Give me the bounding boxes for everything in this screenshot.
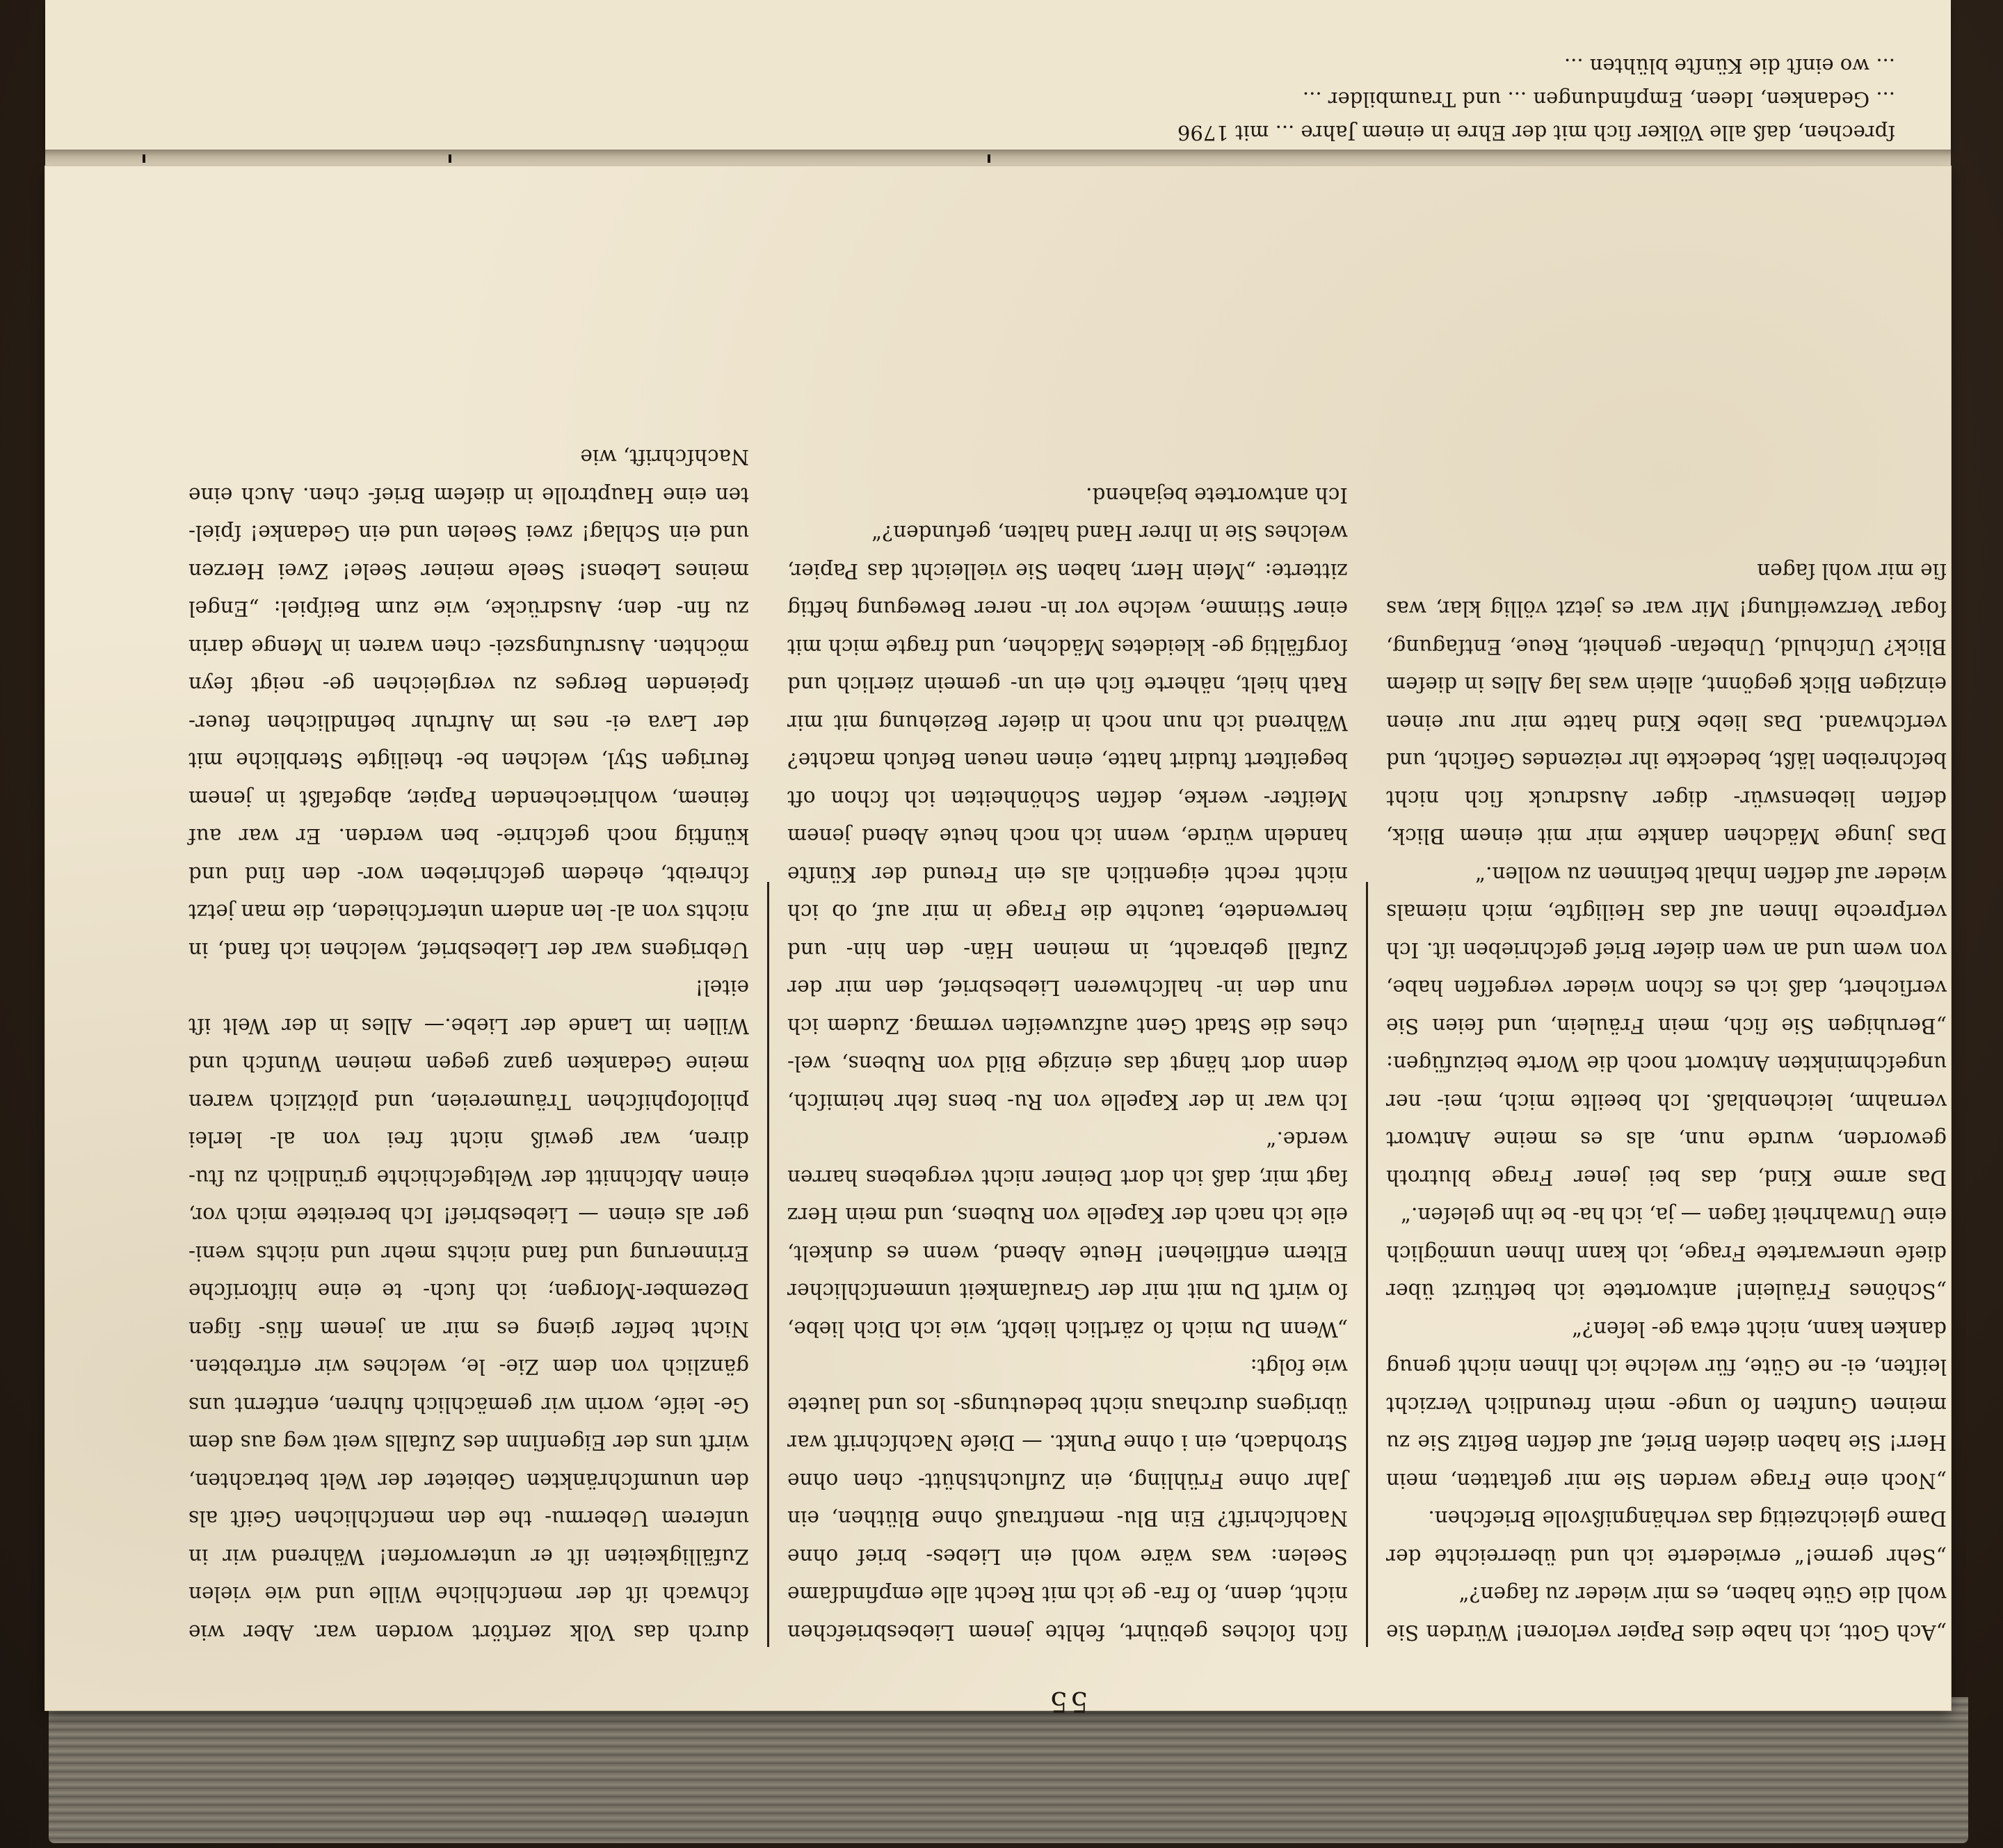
book-spine-gutter [45, 150, 1951, 166]
previous-page-line: ... Gedanken, Ideen, Empfindungen ... und Traumbilder ... [1302, 88, 1895, 111]
book-page-edges [49, 1697, 1968, 1843]
stitch-mark [449, 154, 451, 163]
text-columns [170, 274, 1965, 1651]
stitch-mark [988, 154, 990, 163]
paragraph: „Schönes Fräulein! antwortete ich beſtürzt über dieſe unerwartete Frage, ich kann Ihnen unmöglich eine Unwahrheit ſagen — ja, ich ha- be ihn geleſen.“ [1386, 1203, 1947, 1303]
previous-page-fragment [45, 0, 1951, 150]
paragraph: Uebrigens war der Liebesbrief, welchen ich fand, in nichts von al- len andern unterſchieden, die man jetzt ſchreibt, ehedem geſchrieben wor- den ſind und künftig noch geſchrie- ben werden. Er war auf feinem, wohlriechenden Papier, abgefaßt in jenem feurigen Styl, welchen be- theiligte Sterbliche mit der Lava ei- nes im Aufruhr befindlichen feuer- ſpeienden Berges zu vergleichen ge- neigt ſeyn möchten. Ausrufungszei- chen waren in Menge darin zu fin- den; Ausdrücke, wie zum Beiſpiel: „Engel meines Lebens! Seele meiner Seele! Zwei Herzen und ein Schlag! zwei Seelen und ein Gedanke! ſpiel- ten eine Hauptrolle in dieſem Brief- chen. Auch eine Nachſchrift, wie [188, 445, 749, 962]
paragraph: Ich antwortete bejahend. [1086, 483, 1348, 507]
previous-page-text [87, 0, 1895, 150]
stitch-mark [143, 154, 145, 163]
column-rule [1366, 882, 1368, 1647]
paragraph: „Ach Gott, ich habe dies Papier verloren! Würden Sie wohl die Güte haben, es mir wieder zu ſagen?“ [1386, 1582, 1947, 1644]
paragraph: ſich ſolches gebührt, fehlte jenem Liebesbriefchen nicht, denn, ſo fra- ge ich mit Recht alle empfindſame Seelen: was wäre wohl ein Liebes- brief ohne Nachſchrift? Ein Blu- menſtrauß ohne Blüthen, ein Jahr ohne Frühling, ein Zufluchtshütt- chen ohne Strohdach, ein i ohne Punkt. — Dieſe Nachſchrift war übrigens durchaus nicht bedeutungs- los und lautete wie folgt: [787, 1355, 1348, 1644]
paragraph: „Sehr gerne!“ erwiederte ich und überreichte der Dame gleichzeitig das verhängnißvolle Briefchen. [1386, 1506, 1947, 1568]
previous-page-line: ... wo einſt die Künſte blühten ... [1563, 54, 1895, 78]
paragraph: „Noch eine Frage werden Sie mir geſtatten, mein Herr! Sie haben dieſen Brief, auf deſſen Beſitz Sie zu meinen Gunſten ſo unge- mein freundlich Verzicht leiſten, ei- ne Güte, für welche ich Ihnen nicht genug danken kann, nicht etwa ge- leſen?“ [1386, 1317, 1947, 1493]
book-page [45, 166, 1951, 1717]
column-3 [170, 274, 767, 1651]
rotated-text-block [170, 274, 1965, 1717]
column-2 [769, 274, 1366, 1651]
column-rule [767, 882, 769, 1647]
previous-page-line: ſprechen, daß alle Völker ſich mit der Ehre in einem Jahre ... mit 1796 [1177, 121, 1895, 145]
page-number: 55 [1047, 1685, 1088, 1717]
paragraph: Das junge Mädchen dankte mir mit einem Blick, deſſen liebenswür- diger Ausdruck ſich nicht beſchreiben läßt, bedeckte ihr reizendes Geſicht, und verſchwand. Das liebe Kind hatte mir nur einen einzigen Blick gegönnt, allein was lag Alles in dieſem Blick? Unſchuld, Unbefan- genheit, Reue, Entſagung, ſogar Verzweiflung! Mir war es jetzt völlig klar, was ſie mir wohl ſagen [1386, 559, 1947, 849]
column-1 [1368, 274, 1965, 1651]
paragraph: Das arme Kind, das bei jener Frage blutroth geworden, wurde nun, als es meine Antwort vernahm, leichenblaß. Ich beeilte mich, mei- ner ungeſchminkten Antwort noch die Worte beizufügen: „Beruhigen Sie ſich, mein Fräulein, und ſeien Sie verſichert, daß ich es ſchon wieder vergeſſen habe, von wem und an wen dieſer Brief geſchrieben iſt. Ich verſpreche Ihnen auf das Heiligſte, mich niemals wieder auf deſſen Inhalt beſinnen zu wollen.“ [1386, 862, 1947, 1189]
paragraph: durch das Volk zerſtört worden war. Aber wie ſchwach iſt der menſchliche Wille und wie vielen Zufälligkeiten iſt er unterworfen! Während wir in unſerem Uebermu- the den menſchlichen Geiſt als den unumſchränkten Gebieter der Welt betrachten, wirft uns der Eigenſinn des Zufalls weit weg aus dem Ge- leiſe, worin wir gemächlich fuhren, entfernt uns gänzlich von dem Zie- le, welches wir erſtrebten. Nicht beſſer gieng es mir an jenem flüs- ſigen Dezember-Morgen; ich ſuch- te eine hiſtoriſche Erinnerung und fand nichts mehr und nichts weni- ger als einen — Liebesbrief! Ich bereitete mich vor, einen Abſchnitt der Weltgeſchichte gründlich zu ſtu- diren, war gewiß nicht frei von al- lerlei philoſophiſchen Träumereien, und plötzlich waren meine Gedanken ganz gegen meinen Wunſch und Willen im Lande der Liebe.— Alles in der Welt iſt eitel! [188, 976, 749, 1644]
paragraph: Ich war in der Kapelle von Ru- bens ſehr heimiſch, denn dort hängt das einzige Bild von Rubens, wel- ches die Stadt Gent aufzuweiſen vermag. Zudem ich nun den in- halſchweren Liebesbrief, den mir der Zufall gebracht, in meinen Hän- den hin- und herwendete, tauchte die Frage in mir auf, ob ich nicht recht eigentlich als ein Freund der Künſte handeln würde, wenn ich noch heute Abend jenem Meiſter- werke, deſſen Schönheiten ich ſchon oft begeiſtert ſtudirt hatte, einen neuen Beſuch machte? Während ich nun noch in dieſer Beziehung mit mir Rath hielt, näherte ſich ein un- gemein zierlich und ſorgfältig ge- kleidetes Mädchen, und fragte mich mit einer Stimme, welche vor in- nerer Bewegung heftig zitterte: „Mein Herr, haben Sie vielleicht das Papier, welches Sie in Ihrer Hand halten, gefunden?“ [787, 521, 1348, 1114]
paragraph: „Wenn Du mich ſo zärtlich liebſt, wie ich Dich liebe, ſo wirſt Du mit mir der Grauſamkeit unmenſchlicher Eltern entfliehen! Heute Abend, wenn es dunkelt, eile ich nach der Kapelle von Rubens, und mein Herz ſagt mir, daß ich dort Deiner nicht vergebens harren werde.“ [787, 1127, 1348, 1341]
